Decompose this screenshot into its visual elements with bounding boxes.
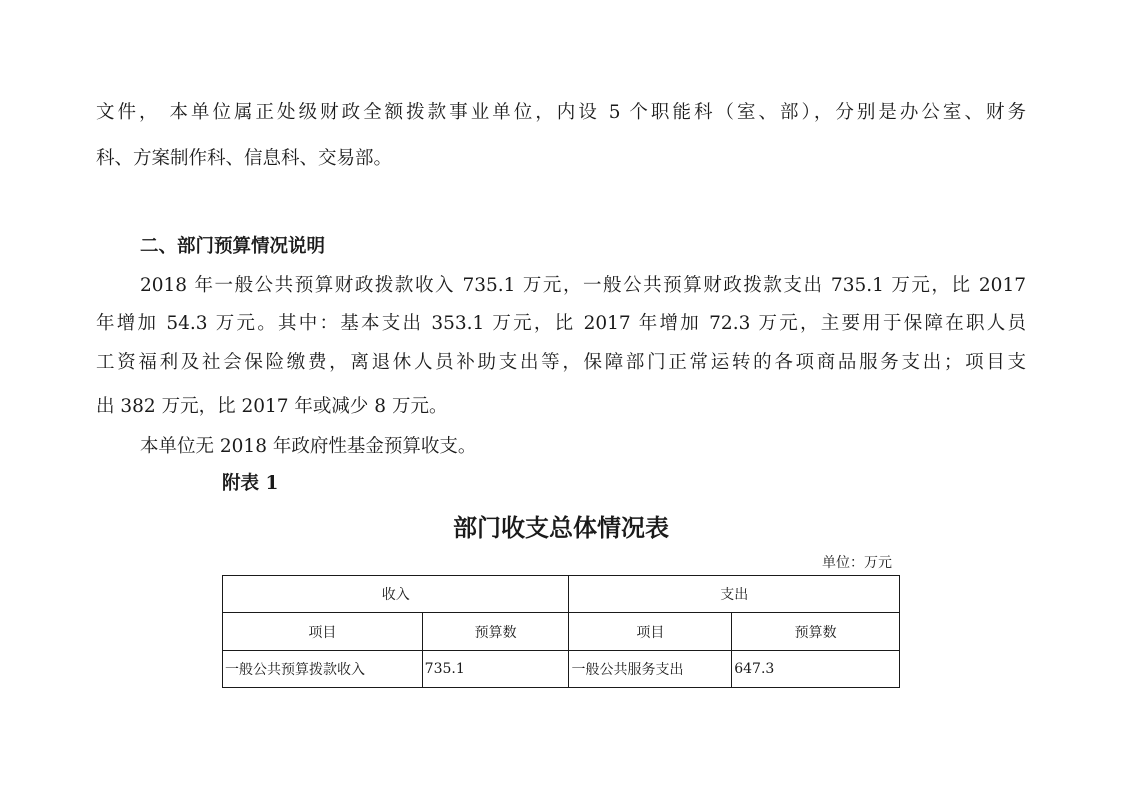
appendix-label: 附表 1 — [222, 473, 279, 494]
expense-item-cell: 一般公共服务支出 — [569, 651, 732, 688]
paragraph-line: 年增加 54.3 万元。其中：基本支出 353.1 万元，比 2017 年增加 72.3 万元，主要用于保障在职人员 — [96, 313, 1026, 334]
paragraph-line: 出 382 万元，比 2017 年或减少 8 万元。 — [96, 396, 448, 417]
unit-label: 单位：万元 — [822, 555, 892, 571]
table-row — [223, 651, 900, 688]
expense-item-header: 项目 — [569, 613, 732, 651]
expense-budget-header: 预算数 — [732, 613, 900, 651]
paragraph-line: 文件， 本单位属正处级财政全额拨款事业单位，内设 5 个职能科（室、部），分别是办公室、财务 — [96, 102, 1026, 123]
table-header-row — [223, 576, 900, 613]
fund-note: 本单位无 2018 年政府性基金预算收支。 — [140, 436, 477, 457]
expense-header: 支出 — [569, 576, 900, 613]
expense-amount-cell: 647.3 — [732, 651, 900, 688]
income-budget-header: 预算数 — [422, 613, 569, 651]
paragraph-line: 工资福利及社会保险缴费，离退休人员补助支出等，保障部门正常运转的各项商品服务支出；项目支 — [96, 352, 1026, 373]
income-amount-cell: 735.1 — [422, 651, 569, 688]
income-header: 收入 — [223, 576, 569, 613]
budget-table — [222, 575, 900, 688]
paragraph-line: 科、方案制作科、信息科、交易部。 — [96, 148, 393, 169]
table-title: 部门收支总体情况表 — [453, 513, 669, 542]
income-item-cell: 一般公共预算拨款收入 — [223, 651, 423, 688]
section-heading: 二、部门预算情况说明 — [140, 236, 326, 257]
table-subheader-row — [223, 613, 900, 651]
paragraph-line: 2018 年一般公共预算财政拨款收入 735.1 万元，一般公共预算财政拨款支出 735.1 万元，比 2017 — [140, 275, 1026, 296]
income-item-header: 项目 — [223, 613, 423, 651]
